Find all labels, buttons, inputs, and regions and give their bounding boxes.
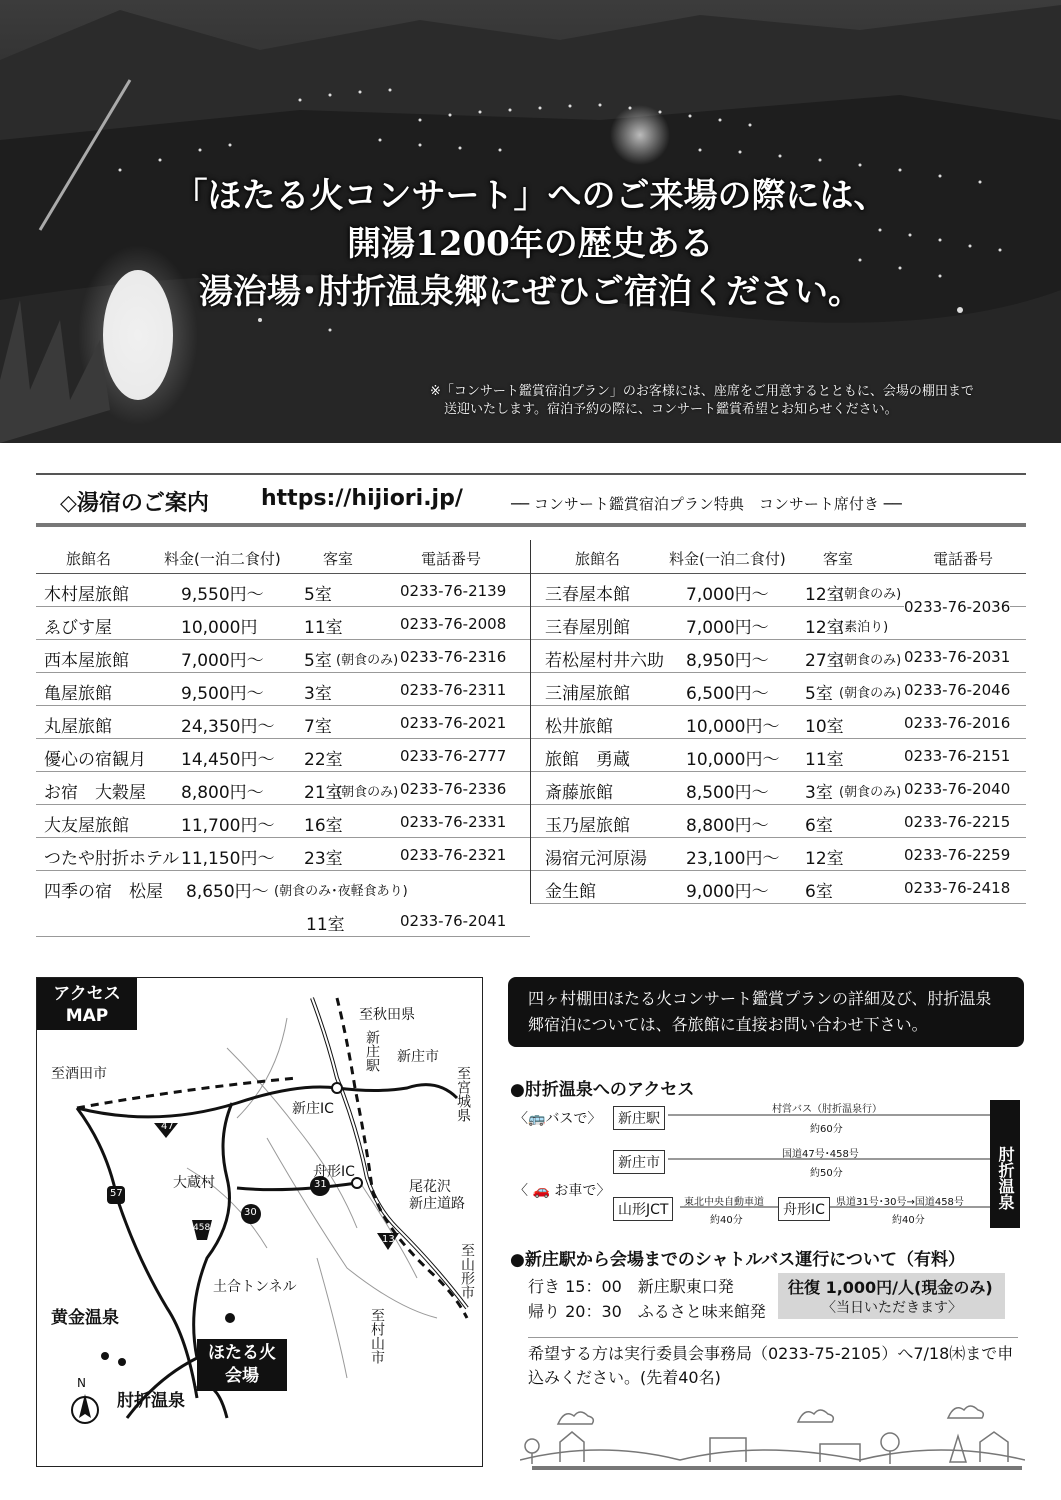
access-map xyxy=(36,977,483,1467)
inn-tel: 0233-76-2336 xyxy=(400,780,507,798)
inn-name: 松井旅館 xyxy=(545,717,613,737)
inn-rooms: 7室 xyxy=(304,717,332,737)
header-tel: 電話番号 xyxy=(421,550,482,568)
lodging-url-link[interactable]: https://hijiori.jp/ xyxy=(261,486,463,511)
map-label-obanazawa1: 尾花沢 xyxy=(409,1179,451,1195)
venue-label xyxy=(197,1339,287,1391)
inn-rooms: 12室 xyxy=(805,618,844,638)
station-funagata-ic: 舟形IC xyxy=(778,1197,830,1221)
inn-tel: 0233-76-2316 xyxy=(400,648,507,666)
car-route: 国道47号･458号 xyxy=(782,1149,859,1160)
inn-tel: 0233-76-2331 xyxy=(400,813,507,831)
inn-rooms: 12室 xyxy=(805,585,844,605)
inn-name: 斎藤旅館 xyxy=(545,783,613,803)
table-row xyxy=(531,772,1026,805)
inn-tel: 0233-76-2215 xyxy=(904,813,1011,831)
inn-price: 24,350円～ xyxy=(181,717,275,737)
lodging-perk: ── コンサート鑑賞宿泊プラン特典 コンサート席付き ── xyxy=(511,495,902,513)
inn-price: 8,650円～ xyxy=(186,882,269,902)
map-label-sakata: 至酒田市 xyxy=(51,1066,107,1082)
lodging-table-right xyxy=(530,540,1026,904)
inn-name: 大友屋旅館 xyxy=(44,816,129,836)
hero-photo xyxy=(0,0,1061,443)
table-row xyxy=(36,574,530,607)
inn-rooms: 11室 xyxy=(306,915,345,935)
inn-note: (朝食のみ) xyxy=(839,785,902,800)
map-label-akita: 至秋田県 xyxy=(359,1007,415,1023)
by-bus-label: バスで〉 xyxy=(545,1111,602,1127)
map-label-shinjo-station: 新庄駅 xyxy=(364,1030,380,1072)
inn-price: 8,800円～ xyxy=(181,783,264,803)
table-row xyxy=(36,673,530,706)
route-458: 458 xyxy=(193,1223,211,1233)
inn-name: 金生館 xyxy=(545,882,596,902)
inn-price: 10,000円～ xyxy=(686,750,780,770)
inn-rooms: 22室 xyxy=(304,750,343,770)
table-row xyxy=(531,739,1026,772)
inn-price: 9,550円～ xyxy=(181,585,264,605)
inn-price: 8,800円～ xyxy=(686,816,769,836)
map-label-tunnel: 土合トンネル xyxy=(213,1279,297,1295)
map-label-shinjo-ic: 新庄IC xyxy=(292,1101,334,1117)
header-rooms: 客室 xyxy=(823,550,854,568)
hero-note-1: ※「コンサート鑑賞宿泊プラン」のお客様には、座席をご用意するとともに、会場の棚田まで xyxy=(430,384,974,399)
table-row xyxy=(36,805,530,838)
inn-rooms: 21室 xyxy=(304,783,343,803)
inn-name: 四季の宿 松屋 xyxy=(44,882,163,902)
access-heading: ●肘折温泉へのアクセス xyxy=(510,1080,695,1100)
map-label-miyagi: 至宮城県 xyxy=(455,1066,471,1122)
hero-note-2: 送迎いたします。宿泊予約の際に、コンサート鑑賞希望とお知らせください。 xyxy=(444,402,898,417)
header-price: 料金(一泊二食付) xyxy=(669,550,786,568)
table-row xyxy=(36,871,530,937)
inn-name: 三春屋別館 xyxy=(545,618,630,638)
station-yamagata-jct: 山形JCT xyxy=(613,1197,673,1221)
inn-name: 丸屋旅館 xyxy=(44,717,112,737)
inn-name: 湯宿元河原湯 xyxy=(545,849,647,869)
inn-name: ゑびす屋 xyxy=(44,618,112,638)
apply-note: 希望する方は実行委員会事務局（0233-75-2105）へ7/18㈭まで申込みください。(先着40名) xyxy=(528,1337,1018,1390)
route-47: 47 xyxy=(161,1121,174,1132)
inn-tel: 0233-76-2031 xyxy=(904,648,1011,666)
station-shinjo-city: 新庄市 xyxy=(613,1150,665,1174)
bus-icon: 🚌 xyxy=(528,1111,546,1127)
route-57: 57 xyxy=(110,1188,123,1199)
hero-headline-2: 開湯1200年の歴史ある xyxy=(347,224,714,264)
inn-rooms: 3室 xyxy=(805,783,833,803)
inn-price: 9,500円～ xyxy=(181,684,264,704)
route-30: 30 xyxy=(244,1207,257,1218)
table-row xyxy=(36,772,530,805)
inn-rooms: 5室 xyxy=(304,651,332,671)
inquiry-box: 四ヶ村棚田ほたる火コンサート鑑賞プランの詳細及び、肘折温泉郷宿泊については、各旅館に直接お問い合わせ下さい。 xyxy=(508,977,1024,1047)
fare: 往復 1,000円/人(現金のみ) xyxy=(788,1278,993,1297)
table-header xyxy=(36,540,530,574)
route-13: 13 xyxy=(382,1234,395,1245)
inn-price: 14,450円～ xyxy=(181,750,275,770)
inn-tel: 0233-76-2259 xyxy=(904,846,1011,864)
inn-tel: 0233-76-2041 xyxy=(400,912,507,930)
inn-note: (朝食のみ) xyxy=(839,686,902,701)
bus-icon-label: 〈🚌バスで〉 xyxy=(514,1111,602,1127)
inn-rooms: 6室 xyxy=(805,816,833,836)
expressway-time: 約40分 xyxy=(710,1215,743,1226)
inn-tel: 0233-76-2021 xyxy=(400,714,507,732)
inn-tel: 0233-76-2418 xyxy=(904,879,1011,897)
header-rooms: 客室 xyxy=(323,550,354,568)
inn-rooms: 27室 xyxy=(805,651,844,671)
header-price: 料金(一泊二食付) xyxy=(164,550,281,568)
table-row xyxy=(531,805,1026,838)
inn-name: 若松屋村井六助 xyxy=(545,651,664,671)
map-label-ogane-onsen: 黄金温泉 xyxy=(51,1308,119,1328)
route-31: 31 xyxy=(314,1179,327,1190)
inn-tel: 0233-76-2008 xyxy=(400,615,507,633)
inn-tel: 0233-76-2139 xyxy=(400,582,507,600)
shuttle-go: 行き 15：00 新庄駅東口発 xyxy=(528,1277,734,1296)
hero-headline-3: 湯治場･肘折温泉郷にぜひご宿泊ください。 xyxy=(199,272,862,312)
table-row xyxy=(531,871,1026,904)
venue-line1: ほたる火 xyxy=(208,1343,276,1363)
inn-tel: 0233-76-2040 xyxy=(904,780,1011,798)
table-row xyxy=(531,706,1026,739)
inn-name: 木村屋旅館 xyxy=(44,585,129,605)
expressway-route: 東北中央自動車道 xyxy=(684,1197,764,1208)
inn-price: 11,700円～ xyxy=(181,816,275,836)
inn-price: 8,500円～ xyxy=(686,783,769,803)
map-label-funagata-ic: 舟形IC xyxy=(313,1164,355,1180)
map-label-hijiori-onsen: 肘折温泉 xyxy=(117,1391,185,1411)
map-label-murayama: 至村山市 xyxy=(369,1308,385,1364)
lodging-title: ◇湯宿のご案内 xyxy=(60,491,209,516)
car-time: 約50分 xyxy=(810,1168,843,1179)
car-icon: 🚗 xyxy=(532,1183,550,1199)
inn-note: (朝食のみ) xyxy=(336,785,399,800)
bus-route: 村営バス（肘折温泉行） xyxy=(772,1104,882,1115)
inn-name: 玉乃屋旅館 xyxy=(545,816,630,836)
map-title-line2: MAP xyxy=(65,1006,109,1026)
table-row xyxy=(36,640,530,673)
header-name: 旅館名 xyxy=(575,550,621,568)
pref-route: 県道31号･30号→国道458号 xyxy=(836,1197,964,1208)
inn-price: 10,000円 xyxy=(181,618,258,638)
inn-name: 亀屋旅館 xyxy=(44,684,112,704)
table-header xyxy=(531,540,1026,574)
map-label-okura: 大蔵村 xyxy=(173,1175,215,1191)
inn-name: 三春屋本館 xyxy=(545,585,630,605)
map-north-label: N xyxy=(77,1376,86,1390)
inn-rooms: 11室 xyxy=(805,750,844,770)
inn-price: 8,950円～ xyxy=(686,651,769,671)
inn-note: (朝食のみ) xyxy=(839,587,902,602)
inn-price: 9,000円～ xyxy=(686,882,769,902)
inn-tel: 0233-76-2046 xyxy=(904,681,1011,699)
inn-name: 西本屋旅館 xyxy=(44,651,129,671)
inn-rooms: 12室 xyxy=(805,849,844,869)
inn-note: (素泊り) xyxy=(839,620,889,635)
bus-time: 約60分 xyxy=(810,1124,843,1135)
inn-rooms: 16室 xyxy=(304,816,343,836)
map-title xyxy=(37,978,137,1030)
inn-price: 10,000円～ xyxy=(686,717,780,737)
car-icon-label: 〈 🚗 お車で〉 xyxy=(514,1183,611,1199)
table-row xyxy=(36,739,530,772)
destination-hijiori: 肘折温泉 xyxy=(990,1100,1020,1228)
inn-name: 三浦屋旅館 xyxy=(545,684,630,704)
header-name: 旅館名 xyxy=(66,550,112,568)
inn-tel: 0233-76-2311 xyxy=(400,681,507,699)
inn-price: 11,150円～ xyxy=(181,849,275,869)
inn-rooms: 11室 xyxy=(304,618,343,638)
inn-rooms: 5室 xyxy=(304,585,332,605)
table-row xyxy=(531,838,1026,871)
inn-rooms: 6室 xyxy=(805,882,833,902)
venue-line2: 会場 xyxy=(225,1366,259,1386)
inn-price: 7,000円～ xyxy=(686,585,769,605)
shuttle-back: 帰り 20：30 ふるさと味来館発 xyxy=(528,1302,766,1321)
inn-price: 7,000円～ xyxy=(181,651,264,671)
map-label-obanazawa2: 新庄道路 xyxy=(409,1196,465,1212)
inn-name: 旅館 勇蔵 xyxy=(545,750,630,770)
hero-headline-1: 「ほたる火コンサート」へのご来場の際には、 xyxy=(173,176,888,216)
inn-tel: 0233-76-2321 xyxy=(400,846,507,864)
table-row xyxy=(531,673,1026,706)
table-row xyxy=(36,706,530,739)
table-row xyxy=(36,607,530,640)
fare-note: 〈当日いただきます〉 xyxy=(822,1300,962,1316)
inn-note: (朝食のみ) xyxy=(336,653,399,668)
inn-note: (朝食のみ) xyxy=(839,653,902,668)
inn-rooms: 5室 xyxy=(805,684,833,704)
inn-name: 優心の宿観月 xyxy=(44,750,146,770)
station-shinjo: 新庄駅 xyxy=(613,1106,665,1130)
by-car-label: お車で〉 xyxy=(554,1183,611,1199)
inn-rooms: 23室 xyxy=(304,849,343,869)
inn-tel: 0233-76-2777 xyxy=(400,747,507,765)
inn-rooms: 3室 xyxy=(304,684,332,704)
table-row xyxy=(531,640,1026,673)
table-row xyxy=(36,838,530,871)
map-label-yamagata: 至山形市 xyxy=(459,1243,475,1299)
inn-tel: 0233-76-2016 xyxy=(904,714,1011,732)
shuttle-heading: ●新庄駅から会場までのシャトルバス運行について（有料） xyxy=(510,1250,965,1270)
header-tel: 電話番号 xyxy=(933,550,994,568)
inn-price: 6,500円～ xyxy=(686,684,769,704)
map-label-shinjo-city: 新庄市 xyxy=(397,1049,439,1065)
village-illustration xyxy=(520,1400,1025,1472)
mitsuharu-tel: 0233-76-2036 xyxy=(904,598,1011,616)
map-title-line1: アクセス xyxy=(53,984,121,1004)
inn-note: (朝食のみ･夜軽食あり) xyxy=(274,884,408,899)
lodging-table-left xyxy=(36,540,530,937)
inn-price: 23,100円～ xyxy=(686,849,780,869)
lodging-header xyxy=(36,473,1026,527)
inn-name: お宿 大穀屋 xyxy=(44,783,146,803)
inn-name: つたや肘折ホテル xyxy=(44,849,180,869)
fare-box xyxy=(778,1273,1005,1319)
pref-time: 約40分 xyxy=(892,1215,925,1226)
inn-rooms: 10室 xyxy=(805,717,844,737)
inn-price: 7,000円～ xyxy=(686,618,769,638)
inn-tel: 0233-76-2151 xyxy=(904,747,1011,765)
